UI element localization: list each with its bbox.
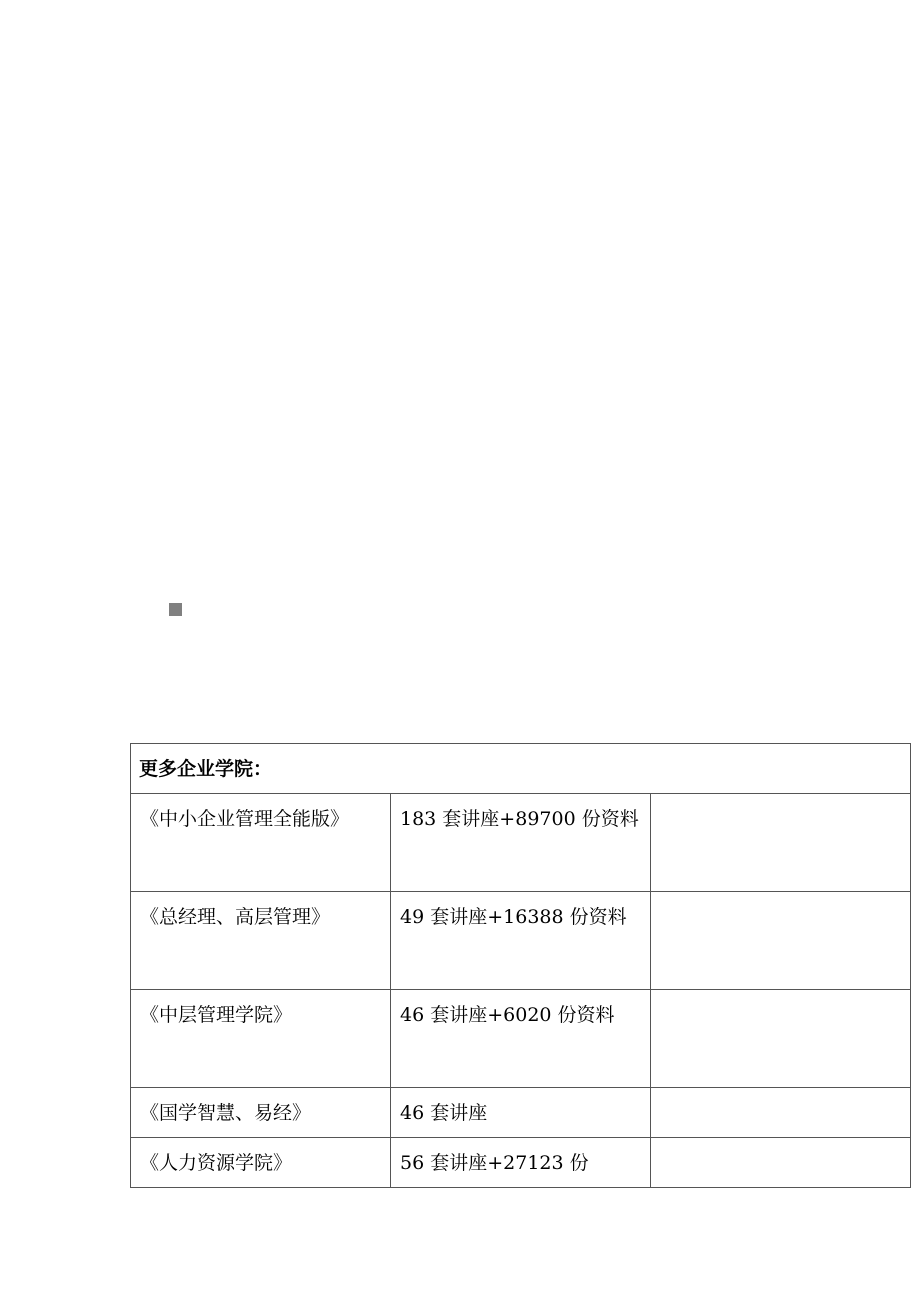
- college-name: 《人力资源学院》: [131, 1138, 391, 1188]
- college-extra: [651, 1088, 911, 1138]
- college-name: 《国学智慧、易经》: [131, 1088, 391, 1138]
- college-name: 《中小企业管理全能版》: [131, 794, 391, 892]
- college-name: 《中层管理学院》: [131, 990, 391, 1088]
- table-row: [131, 1138, 911, 1188]
- enterprise-college-table: [130, 743, 911, 1188]
- college-content: 46 套讲座+6020 份资料: [391, 990, 651, 1088]
- college-extra: [651, 794, 911, 892]
- table-row: [131, 794, 911, 892]
- table-heading: 更多企业学院：: [131, 744, 911, 794]
- college-content: 49 套讲座+16388 份资料: [391, 892, 651, 990]
- college-name: 《总经理、高层管理》: [131, 892, 391, 990]
- college-content: 46 套讲座: [391, 1088, 651, 1138]
- college-extra: [651, 990, 911, 1088]
- table-row: [131, 1088, 911, 1138]
- college-extra: [651, 892, 911, 990]
- table-row: [131, 892, 911, 990]
- college-content: 56 套讲座+27123 份: [391, 1138, 651, 1188]
- bullet-square-icon: [169, 603, 182, 616]
- table-row: [131, 990, 911, 1088]
- college-extra: [651, 1138, 911, 1188]
- college-content: 183 套讲座+89700 份资料: [391, 794, 651, 892]
